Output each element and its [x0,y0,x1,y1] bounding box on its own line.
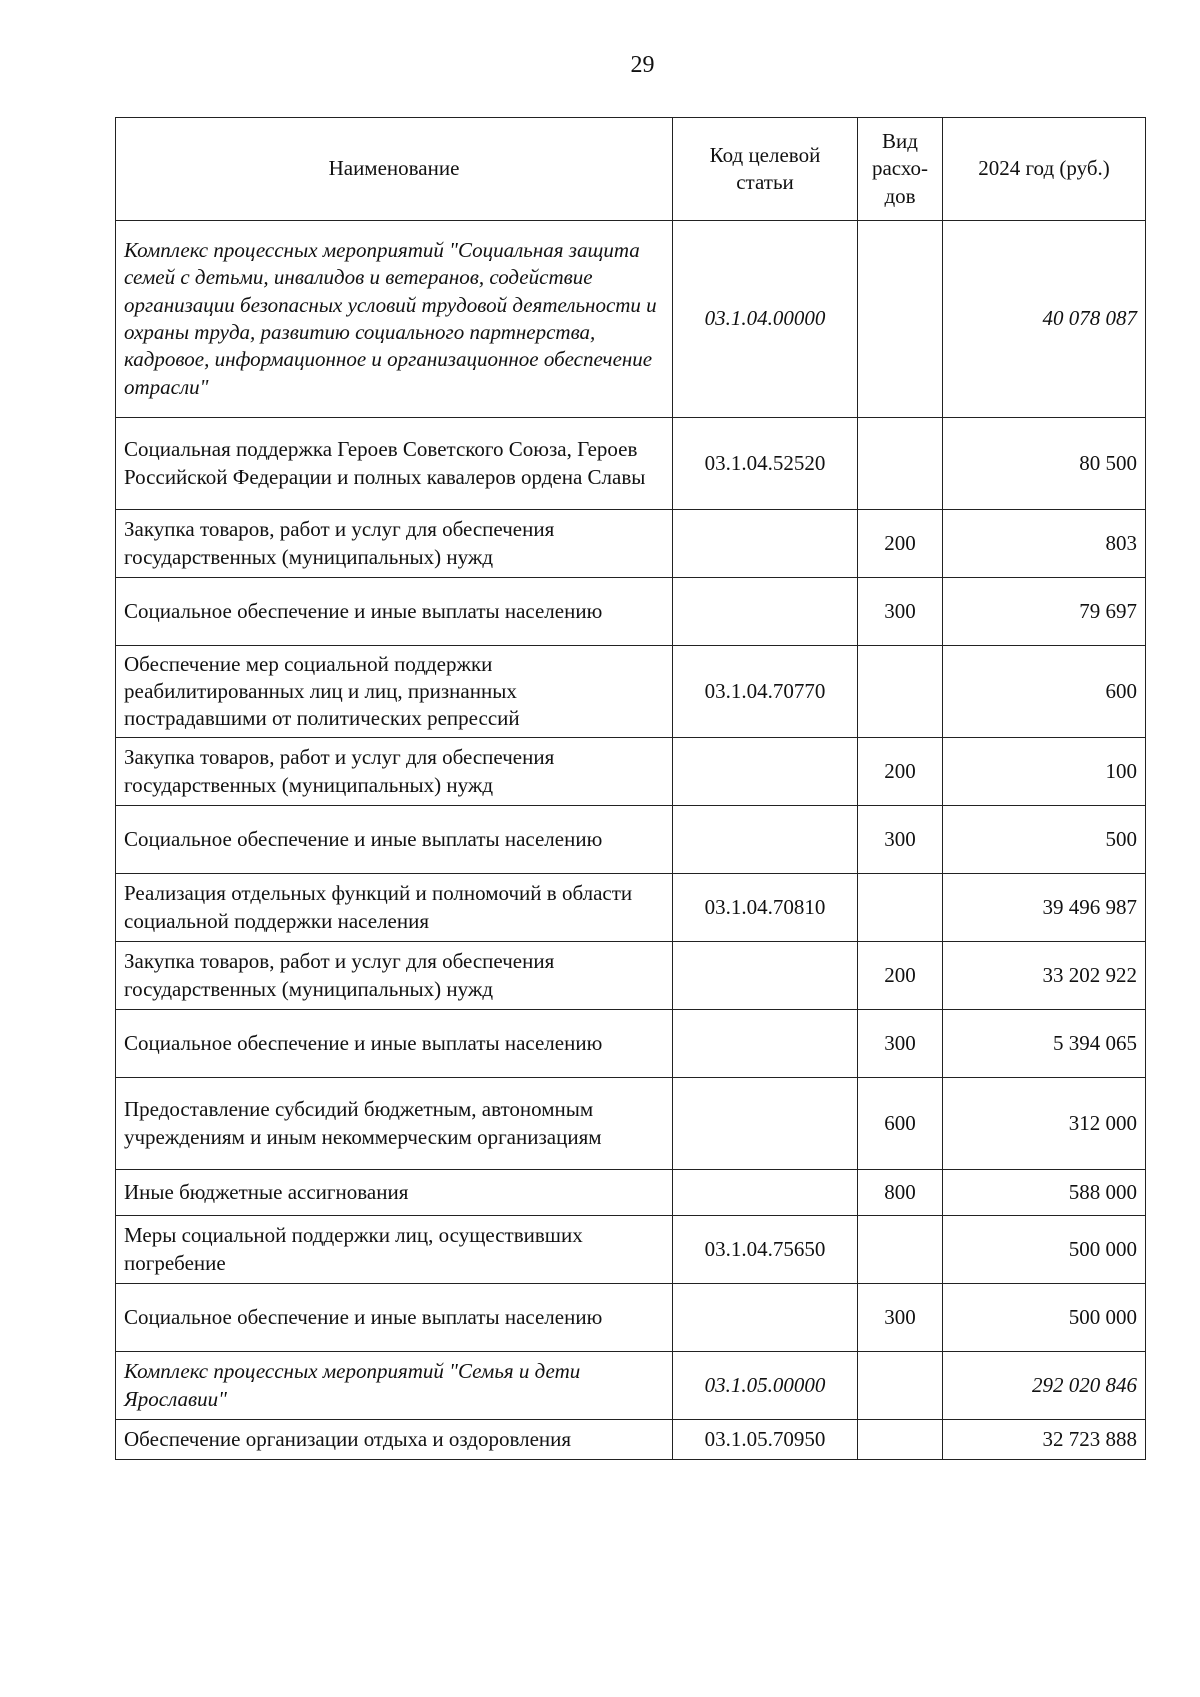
cell-kind [858,221,943,418]
cell-code: 03.1.04.52520 [673,418,858,510]
cell-code [673,806,858,874]
cell-code [673,1284,858,1352]
cell-amount: 500 000 [943,1216,1146,1284]
cell-name: Комплекс процессных мероприятий "Семья и дети Ярославии" [116,1352,673,1420]
cell-amount: 500 000 [943,1284,1146,1352]
page-number: 29 [630,52,655,78]
cell-name: Меры социальной поддержки лиц, осуществивших погребение [116,1216,673,1284]
cell-amount: 588 000 [943,1170,1146,1216]
cell-code [673,578,858,646]
cell-code [673,1010,858,1078]
cell-kind [858,646,943,738]
cell-amount: 40 078 087 [943,221,1146,418]
cell-code: 03.1.04.75650 [673,1216,858,1284]
cell-kind [858,874,943,942]
cell-name: Иные бюджетные ассигнования [116,1170,673,1216]
cell-amount: 79 697 [943,578,1146,646]
table-row [116,1284,1146,1352]
cell-name: Комплекс процессных мероприятий "Социальная защита семей с детьми, инвалидов и ветеранов, содействие организации безопасных условий трудовой деятельности и охраны труда, развитию социального партнерства, кадровое, информационное и организационное обеспечение отрасли" [116,221,673,418]
table-row [116,510,1146,578]
header-name: Наименование [116,118,673,221]
cell-code: 03.1.04.70810 [673,874,858,942]
cell-amount: 80 500 [943,418,1146,510]
cell-amount: 33 202 922 [943,942,1146,1010]
cell-name: Социальное обеспечение и иные выплаты населению [116,578,673,646]
table-row [116,1010,1146,1078]
cell-code [673,738,858,806]
cell-name: Закупка товаров, работ и услуг для обеспечения государственных (муниципальных) нужд [116,942,673,1010]
cell-amount: 600 [943,646,1146,738]
table-header-row [116,118,1146,221]
cell-kind [858,1352,943,1420]
cell-name: Обеспечение мер социальной поддержки реабилитированных лиц и лиц, признанных пострадавшими от политических репрессий [116,646,673,738]
table-row [116,221,1146,418]
cell-code [673,510,858,578]
cell-kind: 200 [858,510,943,578]
cell-code [673,1078,858,1170]
cell-name: Реализация отдельных функций и полномочий в области социальной поддержки населения [116,874,673,942]
table-row [116,1216,1146,1284]
table-row [116,418,1146,510]
header-amount: 2024 год (руб.) [943,118,1146,221]
cell-kind: 600 [858,1078,943,1170]
cell-code: 03.1.04.00000 [673,221,858,418]
table-row [116,1170,1146,1216]
cell-kind: 800 [858,1170,943,1216]
cell-kind [858,1420,943,1460]
cell-kind: 300 [858,1010,943,1078]
cell-code: 03.1.05.00000 [673,1352,858,1420]
cell-amount: 39 496 987 [943,874,1146,942]
table-body [116,221,1146,1460]
cell-kind [858,418,943,510]
cell-name: Социальное обеспечение и иные выплаты населению [116,1284,673,1352]
header-kind: Вид расхо-дов [858,118,943,221]
cell-amount: 312 000 [943,1078,1146,1170]
table-row [116,578,1146,646]
cell-kind: 300 [858,578,943,646]
cell-kind: 300 [858,1284,943,1352]
cell-code: 03.1.04.70770 [673,646,858,738]
table-row [116,806,1146,874]
cell-code [673,1170,858,1216]
cell-amount: 500 [943,806,1146,874]
cell-name: Закупка товаров, работ и услуг для обеспечения государственных (муниципальных) нужд [116,510,673,578]
cell-amount: 32 723 888 [943,1420,1146,1460]
table-row [116,1352,1146,1420]
cell-name: Социальное обеспечение и иные выплаты населению [116,1010,673,1078]
table-row [116,646,1146,738]
cell-kind: 200 [858,942,943,1010]
header-code: Код целевой статьи [673,118,858,221]
cell-name: Обеспечение организации отдыха и оздоровления [116,1420,673,1460]
cell-amount: 292 020 846 [943,1352,1146,1420]
budget-table [115,117,1146,1460]
cell-code: 03.1.05.70950 [673,1420,858,1460]
table-row [116,874,1146,942]
table-row [116,1078,1146,1170]
cell-name: Социальная поддержка Героев Советского Союза, Героев Российской Федерации и полных кавалеров ордена Славы [116,418,673,510]
cell-name: Социальное обеспечение и иные выплаты населению [116,806,673,874]
cell-kind [858,1216,943,1284]
cell-code [673,942,858,1010]
cell-amount: 100 [943,738,1146,806]
cell-kind: 300 [858,806,943,874]
table-row [116,942,1146,1010]
table-row [116,738,1146,806]
cell-name: Закупка товаров, работ и услуг для обеспечения государственных (муниципальных) нужд [116,738,673,806]
table-row [116,1420,1146,1460]
cell-amount: 803 [943,510,1146,578]
cell-name: Предоставление субсидий бюджетным, автономным учреждениям и иным некоммерческим организациям [116,1078,673,1170]
cell-amount: 5 394 065 [943,1010,1146,1078]
cell-kind: 200 [858,738,943,806]
